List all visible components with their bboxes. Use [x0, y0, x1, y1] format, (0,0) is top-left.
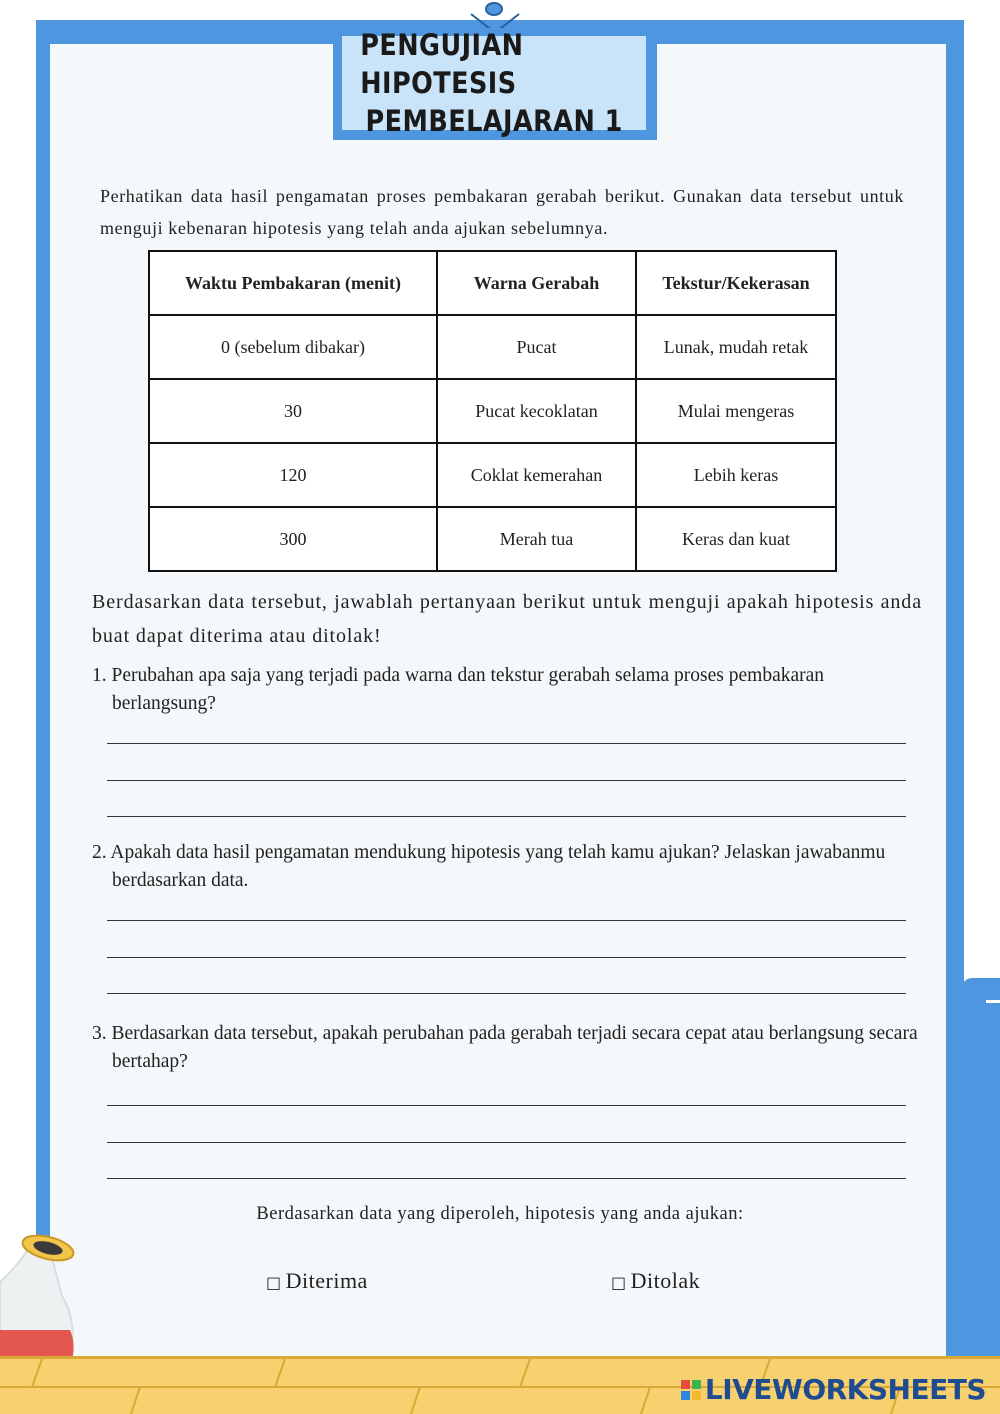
table-row [149, 507, 836, 571]
brand-name: LIVEWORKSHEETS [704, 1373, 986, 1406]
table-cell: Merah tua [437, 507, 636, 571]
answer-line-q1-2[interactable] [107, 780, 906, 781]
answer-line-q3-1[interactable] [107, 1105, 906, 1106]
table-cell: 30 [149, 379, 437, 443]
table-cell: 0 (sebelum dibakar) [149, 315, 437, 379]
table-cell: Coklat kemerahan [437, 443, 636, 507]
answer-line-q2-2[interactable] [107, 957, 906, 958]
observation-table [148, 250, 837, 572]
table-cell: Pucat kecoklatan [437, 379, 636, 443]
option-label: Diterima [285, 1268, 368, 1293]
table-row [149, 379, 836, 443]
logo-mark-icon [681, 1380, 701, 1400]
table-cell: 300 [149, 507, 437, 571]
title-line-1: PENGUJIAN HIPOTESIS [360, 28, 524, 100]
table-cell: Pucat [437, 315, 636, 379]
intro-text: Perhatikan data hasil pengamatan proses pembakaran gerabah berikut. Gunakan data tersebut untuk menguji kebenaran hipotesis yang telah anda ajukan sebelumnya. [100, 186, 904, 238]
table-cell: 120 [149, 443, 437, 507]
flask-icon [0, 1226, 80, 1360]
title-line-2: PEMBELAJARAN 1 [365, 104, 623, 138]
table-cell: Lebih keras [636, 443, 836, 507]
checkbox-icon[interactable]: □ [266, 1273, 282, 1292]
table-header: Waktu Pembakaran (menit) [149, 251, 437, 315]
option-label: Ditolak [630, 1268, 701, 1293]
checkbox-icon[interactable]: □ [611, 1273, 627, 1292]
table-header: Tekstur/Kekerasan [636, 251, 836, 315]
table-row [149, 315, 836, 379]
question-3: 3. Berdasarkan data tersebut, apakah perubahan pada gerabah terjadi secara cepat atau berlangsung secara bertahap? [92, 1023, 918, 1072]
answer-line-q2-1[interactable] [107, 920, 906, 921]
table-cell: Keras dan kuat [636, 507, 836, 571]
answer-line-q1-3[interactable] [107, 816, 906, 817]
frame-side-tab [962, 978, 1000, 1362]
question-prompt: Berdasarkan data tersebut, jawablah pertanyaan berikut untuk menguji apakah hipotesis anda buat dapat diterima atau ditolak! [92, 591, 922, 647]
question-2: 2. Apakah data hasil pengamatan mendukung hipotesis yang telah kamu ajukan? Jelaskan jawabanmu berdasarkan data. [92, 842, 886, 891]
hanger-pin-icon [485, 2, 503, 16]
table-header-row [149, 251, 836, 315]
question-1: 1. Perubahan apa saja yang terjadi pada warna dan tekstur gerabah selama proses pembakaran berlangsung? [92, 665, 825, 714]
table-header: Warna Gerabah [437, 251, 636, 315]
conclusion-text: Berdasarkan data yang diperoleh, hipotesis yang anda ajukan: [256, 1204, 744, 1224]
answer-line-q1-1[interactable] [107, 743, 906, 744]
answer-line-q3-2[interactable] [107, 1142, 906, 1143]
option-diterima[interactable] [266, 1268, 368, 1294]
table-cell: Lunak, mudah retak [636, 315, 836, 379]
frame-side-mark [986, 1000, 1000, 1003]
option-ditolak[interactable] [611, 1268, 700, 1294]
table-cell: Mulai mengeras [636, 379, 836, 443]
answer-line-q2-3[interactable] [107, 993, 906, 994]
table-row [149, 443, 836, 507]
liveworksheets-logo[interactable] [681, 1373, 986, 1406]
answer-line-q3-3[interactable] [107, 1178, 906, 1179]
page-title [342, 28, 646, 138]
